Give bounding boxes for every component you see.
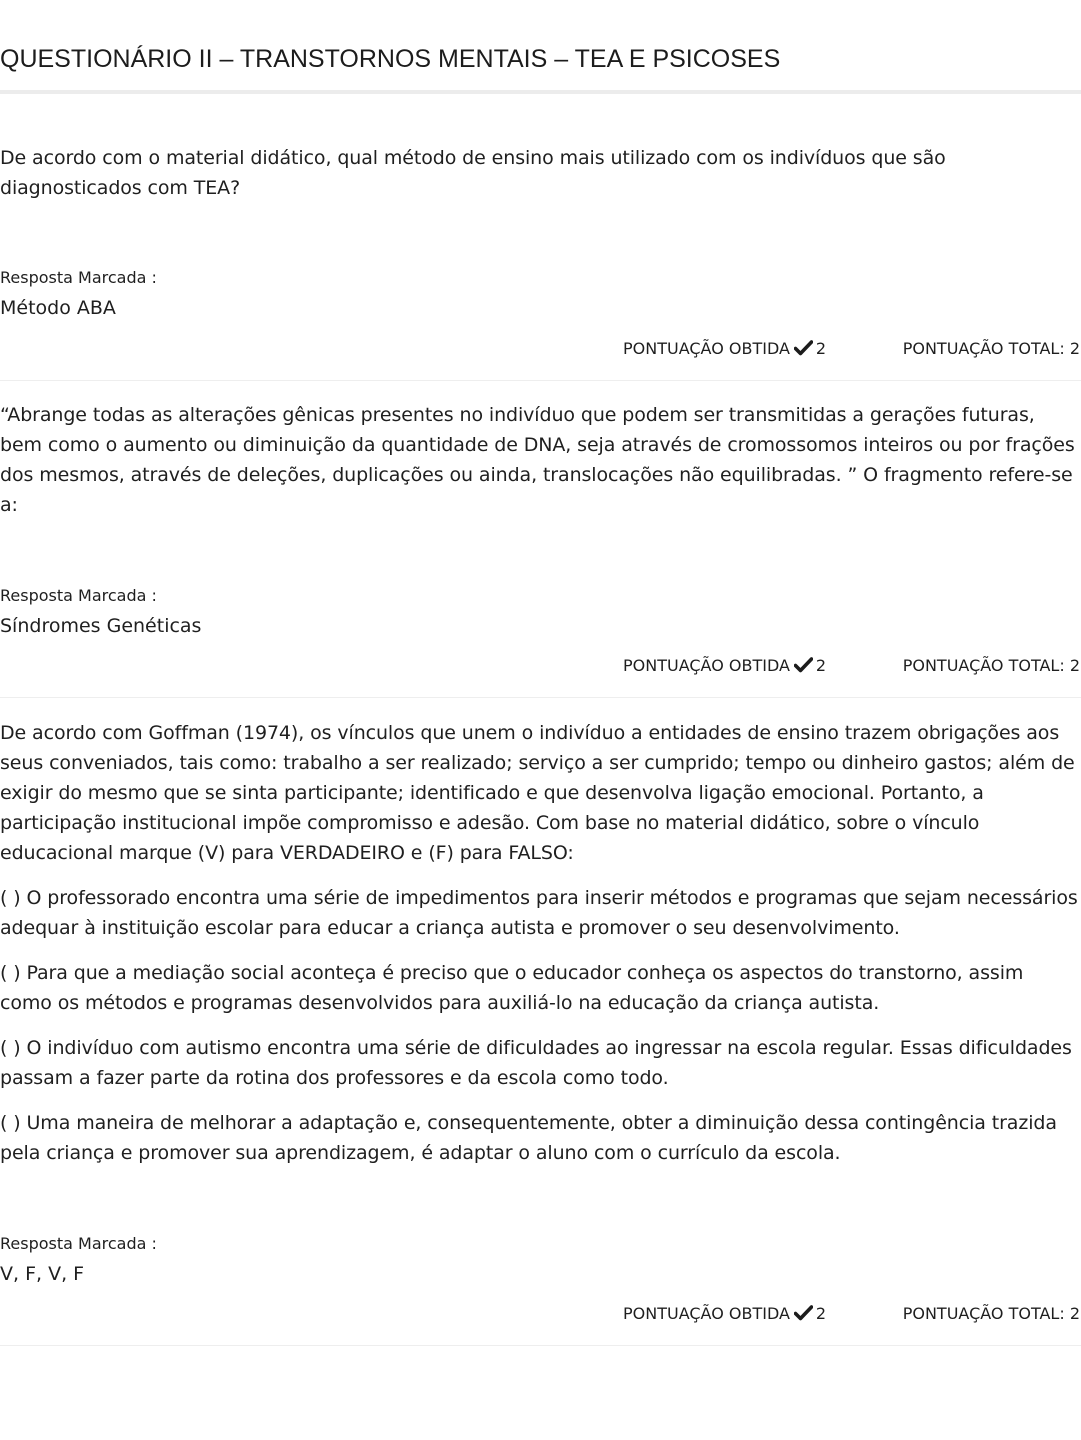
score-obtained-label: PONTUAÇÃO OBTIDA (623, 339, 790, 358)
answer-value: Síndromes Genéticas (0, 615, 202, 637)
score-obtained-label: PONTUAÇÃO OBTIDA (623, 656, 790, 675)
answer-value: Método ABA (0, 297, 116, 319)
score-row (0, 1304, 1081, 1328)
question-text: De acordo com Goffman (1974), os vínculos que unem o indivíduo a entidades de ensino trazem obrigações aos seus conveniados, tais como: trabalho a ser realizado; serviço a ser cumprido; tempo ou dinheiro gastos; além de exigir do mesmo que se sinta participante; identificado e que desenvolva ligação emocional. Portanto, a participação institucional impõe compromisso e adesão. Com base no material didático, sobre o vínculo educacional marque (V) para VERDADEIRO e (F) para FALSO: (0, 722, 1075, 864)
answer-label: Resposta Marcada : (0, 268, 157, 287)
answer-label: Resposta Marcada : (0, 1234, 157, 1253)
divider (0, 380, 1081, 381)
score-obtained-value: 2 (815, 656, 827, 675)
score-obtained (623, 339, 826, 360)
score-total: PONTUAÇÃO TOTAL: 2 (902, 656, 1080, 675)
page-header (0, 0, 1081, 94)
question-text: De acordo com o material didático, qual método de ensino mais utilizado com os indivíduos que são diagnosticados com TEA? (0, 147, 946, 199)
question-1 (0, 143, 1081, 203)
question-3 (0, 718, 1081, 1168)
question-text: “Abrange todas as alterações gênicas presentes no indivíduo que podem ser transmitidas a gerações futuras, bem como o aumento ou diminuição da quantidade de DNA, seja através de cromossomos inteiros ou por frações dos mesmos, através de deleções, duplicações ou ainda, translocações não equilibradas. ” O fragmento refere-se a: (0, 404, 1075, 516)
score-row (0, 656, 1081, 680)
score-total: PONTUAÇÃO TOTAL: 2 (902, 339, 1080, 358)
check-icon (794, 340, 813, 360)
score-obtained-label: PONTUAÇÃO OBTIDA (623, 1304, 790, 1323)
check-icon (794, 1305, 813, 1325)
statement-item: ( ) Uma maneira de melhorar a adaptação e, consequentemente, obter a diminuição dessa contingência trazida pela criança e promover sua aprendizagem, é adaptar o aluno com o currículo da escola. (0, 1112, 1057, 1164)
statement-item: ( ) Para que a mediação social aconteça é preciso que o educador conheça os aspectos do transtorno, assim como os métodos e programas desenvolvidos para auxiliá-lo na educação da criança autista. (0, 962, 1024, 1014)
statement-item: ( ) O indivíduo com autismo encontra uma série de dificuldades ao ingressar na escola regular. Essas dificuldades passam a fazer parte da rotina dos professores e da escola como todo. (0, 1037, 1072, 1089)
score-obtained-value: 2 (815, 1304, 827, 1323)
score-obtained (623, 656, 826, 677)
score-obtained-value: 2 (815, 339, 827, 358)
score-total: PONTUAÇÃO TOTAL: 2 (902, 1304, 1080, 1323)
score-row (0, 339, 1081, 363)
score-obtained (623, 1304, 826, 1325)
divider (0, 1345, 1081, 1346)
divider (0, 697, 1081, 698)
answer-label: Resposta Marcada : (0, 586, 157, 605)
statement-item: ( ) O professorado encontra uma série de impedimentos para inserir métodos e programas que sejam necessários adequar à instituição escolar para educar a criança autista e promover o seu desenvolvimento. (0, 887, 1078, 939)
answer-value: V, F, V, F (0, 1263, 85, 1285)
check-icon (794, 657, 813, 677)
question-2 (0, 400, 1081, 520)
page-title: QUESTIONÁRIO II – TRANSTORNOS MENTAIS – TEA E PSICOSES (0, 45, 781, 73)
